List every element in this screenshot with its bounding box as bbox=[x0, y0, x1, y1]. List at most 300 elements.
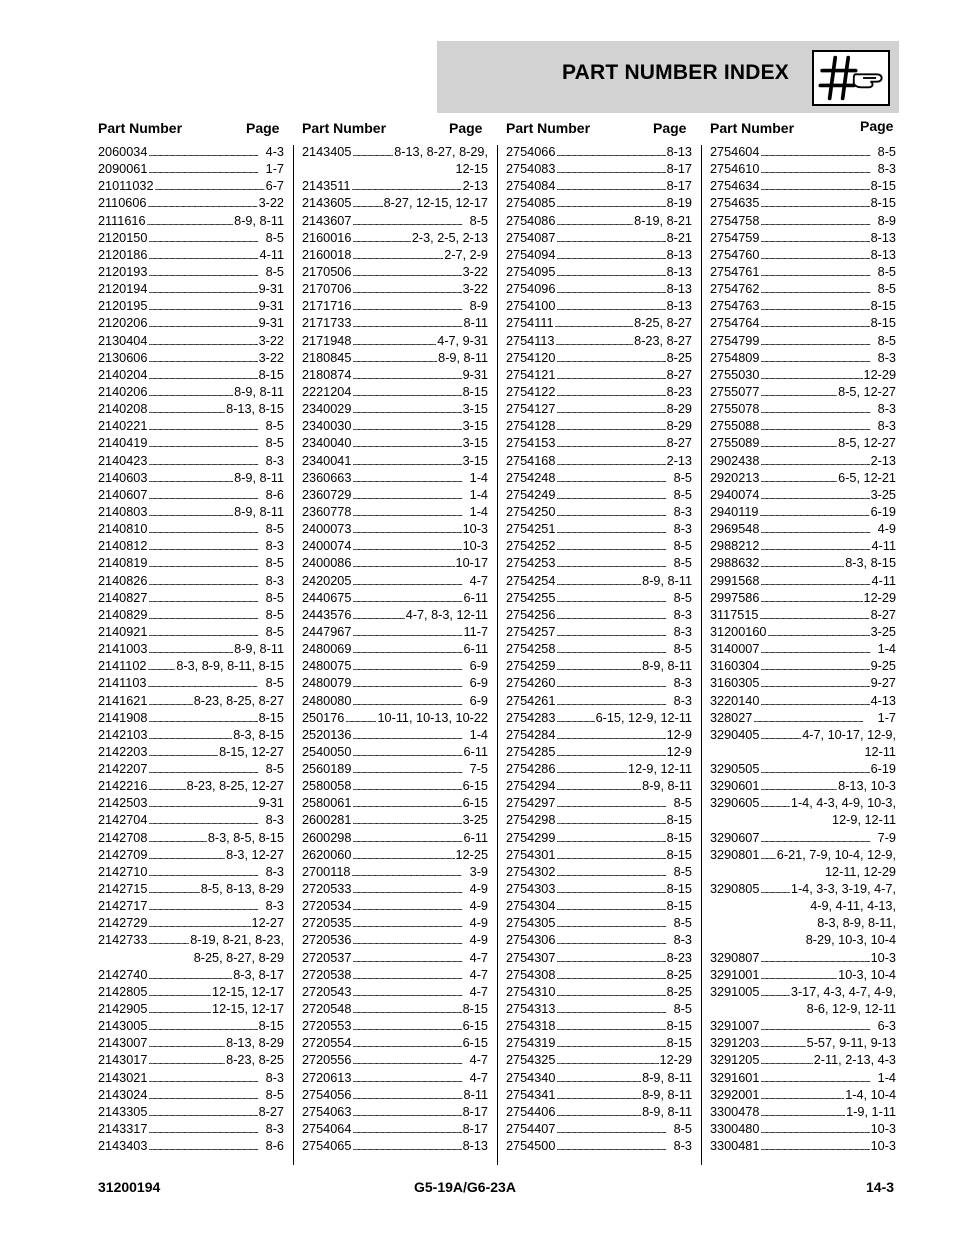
list-item bbox=[506, 967, 692, 984]
list-item bbox=[710, 1121, 896, 1138]
part-number: 2940119 bbox=[710, 504, 759, 519]
part-number: 2754319 bbox=[506, 1036, 556, 1051]
list-item bbox=[98, 778, 284, 795]
dot-leader bbox=[760, 1018, 876, 1036]
part-number: 2060034 bbox=[98, 145, 148, 159]
page-reference: 10-3 bbox=[870, 950, 896, 965]
page-reference: 4-7 bbox=[469, 573, 488, 588]
page-reference: 8-5 bbox=[265, 556, 284, 571]
list-item bbox=[710, 1035, 896, 1052]
page-reference: 8-9, 8-11 bbox=[438, 350, 488, 365]
dot-leader bbox=[148, 881, 199, 899]
list-item bbox=[710, 144, 896, 161]
list-item bbox=[710, 247, 896, 264]
dot-leader bbox=[352, 950, 468, 968]
page-reference: 4-3 bbox=[265, 145, 284, 159]
part-number: 2754056 bbox=[302, 1087, 352, 1102]
dot-leader bbox=[760, 487, 869, 505]
part-number: 2755030 bbox=[710, 367, 760, 382]
page-reference-continued: 8-3, 8-9, 8-11, bbox=[817, 916, 896, 931]
part-number: 2754249 bbox=[506, 487, 556, 502]
list-item bbox=[302, 744, 488, 761]
list-item bbox=[506, 658, 692, 675]
dot-leader bbox=[760, 573, 870, 591]
list-item bbox=[98, 1001, 284, 1018]
page-reference: 1-4, 10-4 bbox=[845, 1087, 896, 1102]
page-reference: 1-4 bbox=[469, 504, 488, 519]
part-number: 2140423 bbox=[98, 453, 148, 468]
page-reference: 8-5 bbox=[673, 590, 692, 605]
page-reference: 8-5 bbox=[265, 419, 284, 434]
part-number: 2754260 bbox=[506, 676, 556, 691]
list-item bbox=[302, 1018, 488, 1035]
list-item bbox=[302, 384, 488, 401]
part-number: 2754308 bbox=[506, 967, 556, 982]
page-reference: 8-13, 10-3 bbox=[838, 779, 896, 794]
part-number: 2720556 bbox=[302, 1053, 352, 1068]
dot-leader bbox=[148, 812, 264, 830]
dot-leader bbox=[556, 435, 665, 453]
page-reference: 6-11 bbox=[463, 744, 488, 759]
part-number: 2720534 bbox=[302, 899, 352, 914]
part-number: 2988632 bbox=[710, 556, 760, 571]
page-reference: 8-21 bbox=[666, 230, 692, 245]
dot-leader bbox=[148, 1018, 257, 1036]
part-number: 2130404 bbox=[98, 333, 148, 348]
dot-leader bbox=[759, 607, 869, 625]
dot-leader bbox=[556, 675, 672, 693]
list-item bbox=[98, 898, 284, 915]
list-item bbox=[710, 521, 896, 538]
part-number: 2130606 bbox=[98, 350, 148, 365]
page-reference: 8-15 bbox=[666, 847, 692, 862]
dot-leader bbox=[760, 350, 876, 368]
dot-leader bbox=[760, 675, 869, 693]
dot-leader bbox=[760, 881, 790, 899]
part-number: 2754604 bbox=[710, 145, 760, 159]
dot-leader bbox=[155, 178, 265, 196]
part-number: 2142805 bbox=[98, 984, 148, 999]
list-item bbox=[98, 658, 284, 675]
part-number: 2720533 bbox=[302, 882, 352, 897]
part-number: 3291205 bbox=[710, 1053, 760, 1068]
footer-model: G5-19A/G6-23A bbox=[414, 1179, 516, 1195]
list-item bbox=[302, 915, 488, 932]
part-number: 2090061 bbox=[98, 162, 148, 177]
dot-leader bbox=[148, 247, 258, 265]
dot-leader bbox=[148, 470, 233, 488]
part-number: 2360729 bbox=[302, 487, 352, 502]
list-item bbox=[506, 487, 692, 504]
list-item bbox=[710, 710, 896, 727]
part-number: 2143511 bbox=[302, 179, 351, 194]
list-item bbox=[710, 487, 896, 504]
list-item bbox=[98, 504, 284, 521]
part-number: 2754094 bbox=[506, 247, 556, 262]
part-number: 2754763 bbox=[710, 299, 760, 314]
part-number: 2997586 bbox=[710, 590, 760, 605]
list-item bbox=[506, 538, 692, 555]
part-number: 2754305 bbox=[506, 916, 556, 931]
list-item bbox=[302, 641, 488, 658]
page-reference: 8-9, 8-11 bbox=[234, 470, 284, 485]
list-item bbox=[506, 1087, 692, 1104]
page-reference: 8-15 bbox=[666, 813, 692, 828]
dot-leader bbox=[352, 1070, 468, 1088]
page-reference: 3-15 bbox=[462, 436, 488, 451]
dot-leader bbox=[352, 1001, 461, 1019]
part-number: 31200160 bbox=[710, 624, 767, 639]
dot-leader bbox=[556, 195, 665, 213]
page-reference: 8-3 bbox=[673, 693, 692, 708]
list-item bbox=[302, 573, 488, 590]
dot-leader bbox=[556, 555, 672, 573]
dot-leader bbox=[352, 1035, 461, 1053]
list-item bbox=[710, 1052, 896, 1069]
dot-leader bbox=[760, 230, 869, 248]
dot-leader bbox=[556, 830, 665, 848]
part-number: 2141102 bbox=[98, 659, 147, 674]
list-item bbox=[98, 538, 284, 555]
part-number: 3290605 bbox=[710, 796, 760, 811]
dot-leader bbox=[767, 624, 869, 642]
page-reference: 6-19 bbox=[870, 504, 896, 519]
page-reference: 4-7 bbox=[469, 1053, 488, 1068]
list-item bbox=[98, 350, 284, 367]
part-number: 2140819 bbox=[98, 556, 148, 571]
page-reference: 6-19 bbox=[870, 762, 896, 777]
dot-leader bbox=[556, 487, 672, 505]
dot-leader bbox=[556, 1070, 641, 1088]
list-item bbox=[98, 230, 284, 247]
dot-leader bbox=[556, 967, 665, 985]
list-item bbox=[98, 453, 284, 470]
page-reference: 8-5 bbox=[265, 676, 284, 691]
list-item bbox=[302, 487, 488, 504]
part-number: 3291005 bbox=[710, 984, 760, 999]
page-reference: 8-13 bbox=[666, 264, 692, 279]
dot-leader bbox=[352, 812, 461, 830]
dot-leader bbox=[148, 1052, 225, 1070]
page-reference: 8-17 bbox=[462, 1104, 488, 1119]
part-number: 2754127 bbox=[506, 402, 556, 417]
list-item bbox=[98, 470, 284, 487]
dot-leader bbox=[760, 213, 876, 231]
dot-leader bbox=[556, 693, 672, 711]
part-number: 3117515 bbox=[710, 607, 759, 622]
page-reference-continued: 12-11 bbox=[864, 744, 896, 759]
part-number: 2754095 bbox=[506, 264, 556, 279]
part-number: 2140921 bbox=[98, 624, 148, 639]
page-reference: 3-22 bbox=[462, 282, 488, 297]
part-number: 2754635 bbox=[710, 196, 760, 211]
page-reference: 8-17 bbox=[666, 162, 692, 177]
part-number: 2600298 bbox=[302, 830, 352, 845]
page-reference: 6-15 bbox=[462, 1019, 488, 1034]
page-reference: 4-7 bbox=[469, 984, 488, 999]
page-reference: 8-5 bbox=[265, 762, 284, 777]
page-reference: 3-15 bbox=[462, 419, 488, 434]
list-item bbox=[98, 1104, 284, 1121]
page-reference: 6-3 bbox=[877, 1019, 896, 1034]
list-item bbox=[710, 984, 896, 1018]
list-item bbox=[302, 281, 488, 298]
dot-leader bbox=[352, 538, 461, 556]
page-reference: 6-11 bbox=[463, 642, 488, 657]
dot-leader bbox=[148, 778, 185, 796]
page-reference-continued: 12-11, 12-29 bbox=[824, 864, 896, 879]
page-reference: 8-15 bbox=[462, 384, 488, 399]
dot-leader bbox=[148, 864, 264, 882]
dot-leader bbox=[352, 144, 393, 162]
list-item bbox=[710, 1018, 896, 1035]
list-item bbox=[506, 247, 692, 264]
part-number: 2755089 bbox=[710, 436, 760, 451]
dot-leader bbox=[760, 281, 876, 299]
dot-leader bbox=[556, 898, 665, 916]
part-number: 2754313 bbox=[506, 1002, 556, 1017]
part-number: 2754764 bbox=[710, 316, 760, 331]
list-item bbox=[302, 144, 488, 178]
part-number: 2720538 bbox=[302, 967, 352, 982]
part-number: 2700118 bbox=[302, 864, 351, 879]
list-item bbox=[506, 384, 692, 401]
list-item bbox=[710, 693, 896, 710]
header-page: Page bbox=[246, 120, 280, 136]
part-number: 2754500 bbox=[506, 1139, 556, 1154]
page-reference: 1-4 bbox=[469, 487, 488, 502]
list-item bbox=[302, 418, 488, 435]
dot-leader bbox=[352, 573, 468, 591]
list-item bbox=[506, 178, 692, 195]
page-reference: 12-25 bbox=[455, 847, 488, 862]
part-number: 2142729 bbox=[98, 916, 148, 931]
list-item bbox=[710, 161, 896, 178]
part-number: 2140204 bbox=[98, 367, 148, 382]
part-number: 2140603 bbox=[98, 470, 148, 485]
dot-leader bbox=[352, 830, 462, 848]
dot-leader bbox=[148, 693, 192, 711]
dot-leader bbox=[760, 521, 876, 539]
dot-leader bbox=[556, 573, 641, 591]
part-number: 2720548 bbox=[302, 1002, 352, 1017]
list-item bbox=[98, 693, 284, 710]
part-number: 2340029 bbox=[302, 402, 352, 417]
dot-leader bbox=[148, 744, 218, 762]
page-reference: 8-5 bbox=[877, 264, 896, 279]
dot-leader bbox=[148, 264, 264, 282]
page-reference: 8-23, 8-25, 12-27 bbox=[186, 779, 284, 794]
page-reference: 8-13, 8-27, 8-29, bbox=[394, 145, 488, 159]
list-item bbox=[506, 161, 692, 178]
dot-leader bbox=[148, 435, 264, 453]
part-number: 2754307 bbox=[506, 950, 556, 965]
page-reference: 8-25, 8-27 bbox=[634, 316, 692, 331]
list-item bbox=[302, 812, 488, 829]
part-number: 2143607 bbox=[302, 213, 352, 228]
list-item bbox=[98, 264, 284, 281]
list-item bbox=[506, 984, 692, 1001]
part-number: 2754283 bbox=[506, 710, 556, 725]
list-item bbox=[98, 607, 284, 624]
list-item bbox=[302, 761, 488, 778]
part-number: 3291203 bbox=[710, 1036, 760, 1051]
list-item bbox=[506, 213, 692, 230]
list-item bbox=[302, 864, 488, 881]
part-number: 2754318 bbox=[506, 1019, 556, 1034]
list-item bbox=[98, 195, 284, 212]
page-reference: 8-3, 12-27 bbox=[226, 847, 284, 862]
page-reference: 8-15 bbox=[870, 196, 896, 211]
dot-leader bbox=[352, 675, 468, 693]
list-item bbox=[302, 932, 488, 949]
dot-leader bbox=[556, 778, 641, 796]
list-item bbox=[506, 950, 692, 967]
page-reference: 8-6 bbox=[265, 487, 284, 502]
list-item bbox=[710, 967, 896, 984]
page-reference: 1-4 bbox=[469, 470, 488, 485]
dot-leader bbox=[556, 504, 672, 522]
page-reference: 8-3 bbox=[265, 899, 284, 914]
page-reference: 12-9, 12-11 bbox=[628, 762, 692, 777]
part-number: 2754258 bbox=[506, 642, 556, 657]
page-reference: 8-13 bbox=[666, 299, 692, 314]
dot-leader bbox=[556, 658, 641, 676]
part-number: 2754341 bbox=[506, 1087, 556, 1102]
list-item bbox=[302, 830, 488, 847]
page-reference: 2-13 bbox=[666, 453, 692, 468]
part-number: 2754168 bbox=[506, 453, 556, 468]
list-item bbox=[710, 435, 896, 452]
part-number: 2754286 bbox=[506, 762, 556, 777]
part-number: 2143021 bbox=[98, 1070, 148, 1085]
list-item bbox=[506, 367, 692, 384]
page-reference: 1-4 bbox=[877, 642, 896, 657]
part-number: 2754248 bbox=[506, 470, 556, 485]
page-reference: 1-4, 4-3, 4-9, 10-3, bbox=[790, 796, 896, 811]
dot-leader bbox=[352, 1138, 461, 1156]
dot-leader bbox=[555, 315, 634, 333]
page-reference: 8-3 bbox=[265, 573, 284, 588]
part-number: 2480069 bbox=[302, 642, 352, 657]
list-item bbox=[98, 590, 284, 607]
list-item bbox=[710, 230, 896, 247]
part-number: 2142740 bbox=[98, 967, 148, 982]
part-number: 3292001 bbox=[710, 1087, 760, 1102]
part-number: 2141621 bbox=[98, 693, 148, 708]
part-number: 2754254 bbox=[506, 573, 556, 588]
part-number: 2143605 bbox=[302, 196, 352, 211]
list-item bbox=[302, 178, 488, 195]
list-item bbox=[710, 298, 896, 315]
dot-leader bbox=[760, 298, 869, 316]
list-item bbox=[98, 915, 284, 932]
page-reference: 8-15 bbox=[462, 1002, 488, 1017]
part-number: 2160016 bbox=[302, 230, 352, 245]
dot-leader bbox=[352, 590, 462, 608]
list-item bbox=[302, 847, 488, 864]
page-reference: 8-15 bbox=[870, 299, 896, 314]
list-item bbox=[98, 727, 284, 744]
list-item bbox=[506, 333, 692, 350]
list-item bbox=[302, 264, 488, 281]
part-number: 2991568 bbox=[710, 573, 760, 588]
part-number: 2754252 bbox=[506, 539, 556, 554]
page-reference: 8-5, 8-13, 8-29 bbox=[200, 882, 284, 897]
page-reference: 8-3, 8-15 bbox=[845, 556, 896, 571]
dot-leader bbox=[352, 915, 468, 933]
part-number: 3290405 bbox=[710, 727, 760, 742]
page-reference: 8-11 bbox=[463, 1087, 488, 1102]
list-item bbox=[98, 864, 284, 881]
list-item bbox=[710, 264, 896, 281]
part-number: 2142203 bbox=[98, 744, 148, 759]
page-reference: 8-19, 8-21 bbox=[634, 213, 692, 228]
page-reference: 9-31 bbox=[258, 282, 284, 297]
part-number: 2754760 bbox=[710, 247, 760, 262]
page-reference: 8-15 bbox=[666, 1019, 692, 1034]
page-reference: 8-9, 8-11 bbox=[234, 642, 284, 657]
page-reference: 4-11 bbox=[259, 247, 284, 262]
dot-leader bbox=[760, 830, 876, 848]
column-divider bbox=[701, 145, 702, 1165]
list-item bbox=[506, 607, 692, 624]
part-number: 2120186 bbox=[98, 247, 148, 262]
part-number: 3291601 bbox=[710, 1070, 760, 1085]
list-item bbox=[98, 298, 284, 315]
page-reference: 8-15 bbox=[666, 899, 692, 914]
part-number: 2520136 bbox=[302, 727, 352, 742]
part-number: 2754310 bbox=[506, 984, 556, 999]
dot-leader bbox=[148, 230, 264, 248]
dot-leader bbox=[760, 1121, 869, 1139]
list-item bbox=[302, 967, 488, 984]
part-number: 2120206 bbox=[98, 316, 148, 331]
part-number: 2143017 bbox=[98, 1053, 148, 1068]
dot-leader bbox=[148, 555, 264, 573]
dot-leader bbox=[760, 401, 876, 419]
list-item bbox=[302, 367, 488, 384]
part-number: 2560189 bbox=[302, 762, 352, 777]
dot-leader bbox=[352, 881, 468, 899]
list-item bbox=[302, 453, 488, 470]
dot-leader bbox=[556, 641, 672, 659]
list-item bbox=[302, 213, 488, 230]
page-reference: 6-11 bbox=[463, 830, 488, 845]
list-item bbox=[302, 898, 488, 915]
dot-leader bbox=[148, 1070, 264, 1088]
dot-leader bbox=[148, 1035, 225, 1053]
part-number: 2140208 bbox=[98, 402, 148, 417]
list-item bbox=[98, 795, 284, 812]
page-reference: 7-5 bbox=[469, 762, 488, 777]
list-item bbox=[506, 1035, 692, 1052]
part-number: 2754128 bbox=[506, 419, 556, 434]
part-number: 2140206 bbox=[98, 384, 148, 399]
page-reference: 2-3, 2-5, 2-13 bbox=[411, 230, 488, 245]
part-number: 2940074 bbox=[710, 487, 760, 502]
dot-leader bbox=[352, 984, 468, 1002]
page-reference: 4-9 bbox=[469, 899, 488, 914]
list-item bbox=[506, 795, 692, 812]
list-item bbox=[710, 178, 896, 195]
list-item bbox=[302, 315, 488, 332]
page-reference: 8-9, 8-11 bbox=[642, 573, 692, 588]
dot-leader bbox=[352, 298, 468, 316]
page-reference: 1-4 bbox=[877, 1070, 896, 1085]
dot-leader bbox=[556, 264, 665, 282]
dot-leader bbox=[148, 590, 264, 608]
